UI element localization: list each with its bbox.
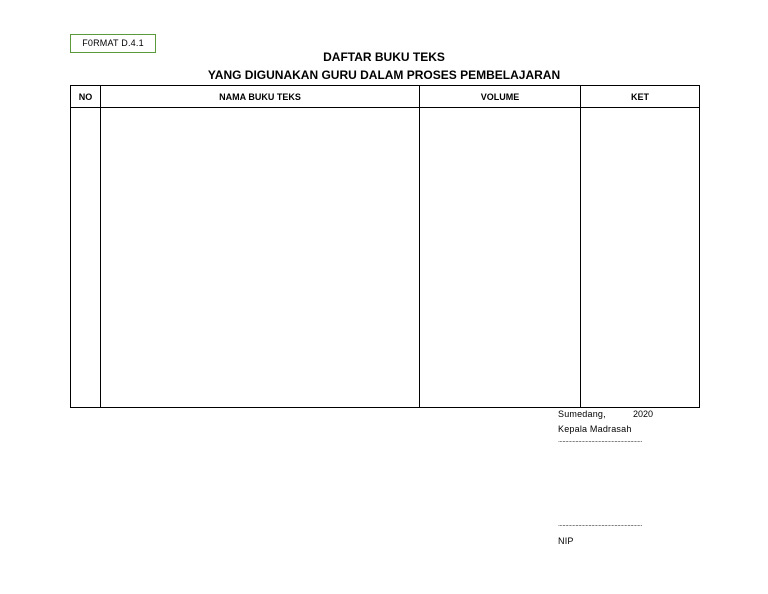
document-title: DAFTAR BUKU TEKS (323, 50, 445, 64)
table-row (71, 108, 700, 408)
signature-nip-line: .......................................................... (558, 521, 642, 528)
signature-role: Kepala Madrasah (558, 424, 632, 434)
cell-volume (420, 108, 581, 408)
cell-no (71, 108, 101, 408)
signature-name-line: .......................................................... (558, 437, 642, 444)
column-header-ket: KET (581, 86, 700, 108)
signature-year: 2020 (633, 409, 654, 419)
column-header-book-name: NAMA BUKU TEKS (101, 86, 420, 108)
textbook-table (70, 85, 700, 408)
document-subtitle: YANG DIGUNAKAN GURU DALAM PROSES PEMBELAJARAN (207, 68, 561, 82)
column-header-no: NO (71, 86, 101, 108)
format-label: F0RMAT D.4.1 (70, 34, 156, 53)
signature-city: Sumedang, (558, 409, 606, 419)
cell-ket (581, 108, 700, 408)
table-header-row (71, 86, 700, 108)
signature-nip-label: NIP (558, 536, 574, 546)
column-header-volume: VOLUME (420, 86, 581, 108)
cell-book-name (101, 108, 420, 408)
